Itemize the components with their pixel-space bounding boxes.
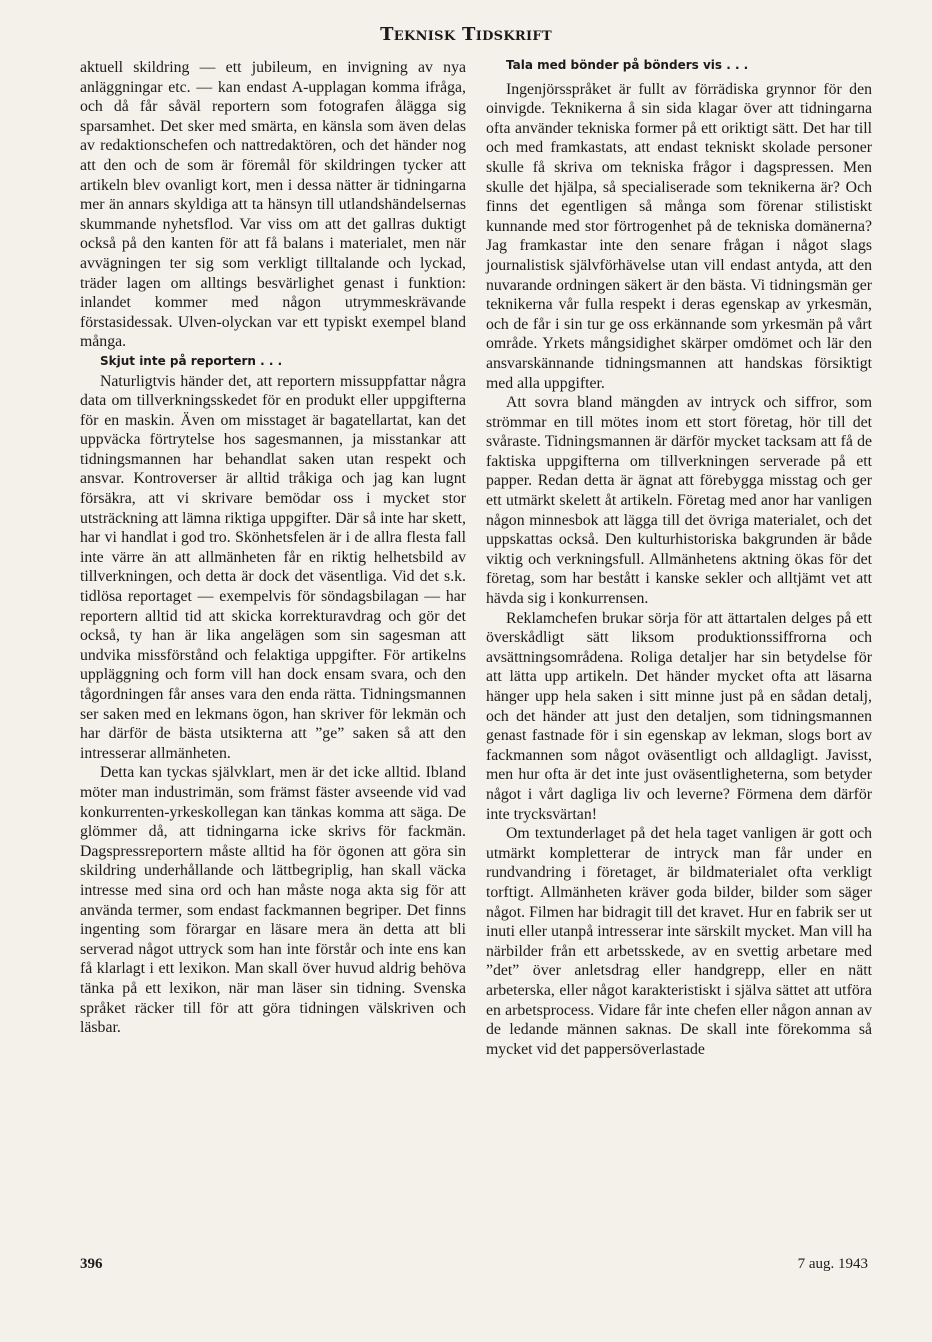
body-paragraph: Detta kan tyckas självklart, men är det icke alltid. Ibland möter man industrimän, som främst fäster avseende vid vad konkurrenten-yrkeskollegan kan tänkas komma att säga. De glömmer då, att tidningarna icke skrivs för fackmän. Dagspressreportern måste alltid ha för ögonen att göra sin skildring underhållande och lättbegriplig, han skall väcka intresse med sina ord och han måste noga akta sig för att använda termer, som endast fackmannen begriper. Det finns ingenting som förargar en läsare mera än detta att bli serverad något uttryck som han inte förstår och inte ens kan få klarlagt i ett lexikon. Man skall över huvud aldrig behöva tänka på ett lexikon, när man läser sin tidning. Svenska språket räcker till för att göra tidningen välskriven och läsbar. [80, 764, 466, 1037]
section-subhead: Skjut inte på reportern . . . [100, 353, 283, 368]
body-paragraph: Att sovra bland mängden av intryck och siffror, som strömmar en till mötes inom ett stort företag, hör till det svåraste. Tidningsmannen är därför mycket tacksam att få de faktiska uppgifterna om tillverkningen serverade på ett papper. Redan detta är ägnat att förebygga misstag och ger ett utmärkt skelett åt artikeln. Företag med anor har vanligen någon minnesbok att lägga till det övriga materialet, och det uppskattas också. Den kulturhistoriska bakgrunden är både viktig och verkningsfull. Allmänhetens aktning ökas för det företag, som har bestått i kanske sekler och alltjämt vet att hävda sig i konkurrensen. [486, 394, 872, 608]
section-subhead: Tala med bönder på bönders vis . . . [506, 58, 749, 72]
body-paragraph: Om textunderlaget på det hela taget vanligen är gott och utmärkt kompletterar de intryck man får under en rundvandring i företaget, är bildmaterialet ofta verkligt torftigt. Allmänheten kräver goda bilder, bilder som säger något. Filmen har bidragit till det kravet. Hur en fabrik ser ut inuti eller utanpå intresserar inte särskilt mycket. Man vill ha närbilder från ett arbetsskede, av en svettig arbetare med ”det” över anletsdrag eller handgrepp, eller en nätt arbeterska, eller något karakteristiskt i själva sättet att utföra en arbetsprocess. Vidare får inte chefen eller någon annan av de ledande männen saknas. De skall inte förekomma så mycket vid det pappersöverlastade [486, 825, 872, 1058]
body-paragraph: aktuell skildring — ett jubileum, en invigning av nya anläggningar etc. — kan endast A-upplagan komma ifråga, och då får såväl reportern som fotografen ålägga sig sparsamhet. Det sker med smärta, en känsla som även delas av redaktionschefen och nattredaktören, och det händer nog att den och de som är föremål för skildringen tycker att artikeln blev ovanligt kort, men i dessa nätter är tidningarna mer än annars skyldiga att ta hänsyn till utlandshändelsernas skummande nyhetsflod. Var viss om att det gallras duktigt också på den kanten för att få balans i materialet, men när avvägningen ter sig som verkligt tilltalande och lyckad, träder lagen om alltings besvärlighet genast i funktion: inlandet kommer med någon utrymmeskrävande förstasidessak. Ulven-olyckan var ett typiskt exempel bland många. [80, 59, 466, 351]
issue-date: 7 aug. 1943 [797, 1256, 868, 1272]
body-paragraph: Ingenjörsspråket är fullt av förrädiska grynnor för den oinvigde. Teknikerna å sin sida klagar över att tidningarna ofta använder tekniska former på ett oriktigt sätt. Det har till och med framkastats, att endast tekniskt skolade personer skulle få skriva om tekniska frågor i dagspressen. Men skulle det hjälpa, så specialiserade som teknikerna är? Och finns det egentligen så många som förenar stilistiskt kunnande med stor förtrogenhet på de tekniska domänerna? Jag framkastar inte den senare frågan i något slags journalistisk självförhävelse utan vill endast antyda, att den nuvarande ordningen säkert är den bästa. Vi tidningsmän ger teknikerna vår fulla respekt i deras egenskap av yrkesmän, och de får i sin tur ge oss erkännande som yrkesmän på vårt område. Yrkets mångsidighet skärper omdömet och lär den ansvarskännande tidningsmannen att handskas försiktigt med alla uppgifter. [486, 80, 872, 392]
right-column [486, 56, 872, 1059]
body-paragraph: Reklamchefen brukar sörja för att ättartalen delges på ett överskådligt sätt liksom produktionssiffrorna och avsättningsområdena. Roliga detaljer har sin betydelse för att lätta upp artikeln. Det händer mycket ofta att läsarna hänger upp hela saken i sitt minne just på en sådan detalj, och det händer att just den detaljen, som tidningsmannen genast fastnade för i sin egenskap av lekman, slogs bort av fackmannen som något oväsentligt och alldagligt. Javisst, men hur ofta är det inte just oväsentligheterna, som betyder något i vårt dagliga liv och leverne? Förmena dem därför inte trycksvärtan! [486, 609, 872, 823]
page-number: 396 [80, 1256, 103, 1272]
journal-header: Teknisk Tidskrift [380, 24, 552, 45]
body-paragraph: Naturligtvis händer det, att reportern missuppfattar några data om tillverkningsskedet för en produkt eller uppgifterna för en maskin. Även om misstaget är bagatellartat, kan det uppväcka förtrytelse hos sagesmannen, ja misstankar att tidningsmannen har behandlat saken utan respekt och ansvar. Kontroverser är alltid tråkiga och jag kan lugnt försäkra, att vi skrivare bemödar oss i mycket stor utsträckning att lämna riktiga uppgifter. Där så inte har skett, har vi handlat i god tro. Skönhetsfelen är i de allra flesta fall inte värre än att allmänheten får en riktig helhetsbild av tillverkningen, och detta är dock det väsentliga. Vid det s.k. tidlösa reportaget — exempelvis för söndagsbilagan — har reportern alltid tid att skicka korrekturavdrag och gör det också, ty han är lika angelägen som sin sagesman att undvika missförstånd och felaktiga uppgifter. För artikelns uppläggning och form vill han dock ensam svara, och den tågordningen får anses vara den enda rätta. Tidningsmannen ser saken med en lekmans ögon, han skriver för lekmän och har därför de bästa utsikterna att ”ge” saken så att den intresserar allmänheten. [80, 372, 466, 762]
left-column [80, 58, 466, 1038]
